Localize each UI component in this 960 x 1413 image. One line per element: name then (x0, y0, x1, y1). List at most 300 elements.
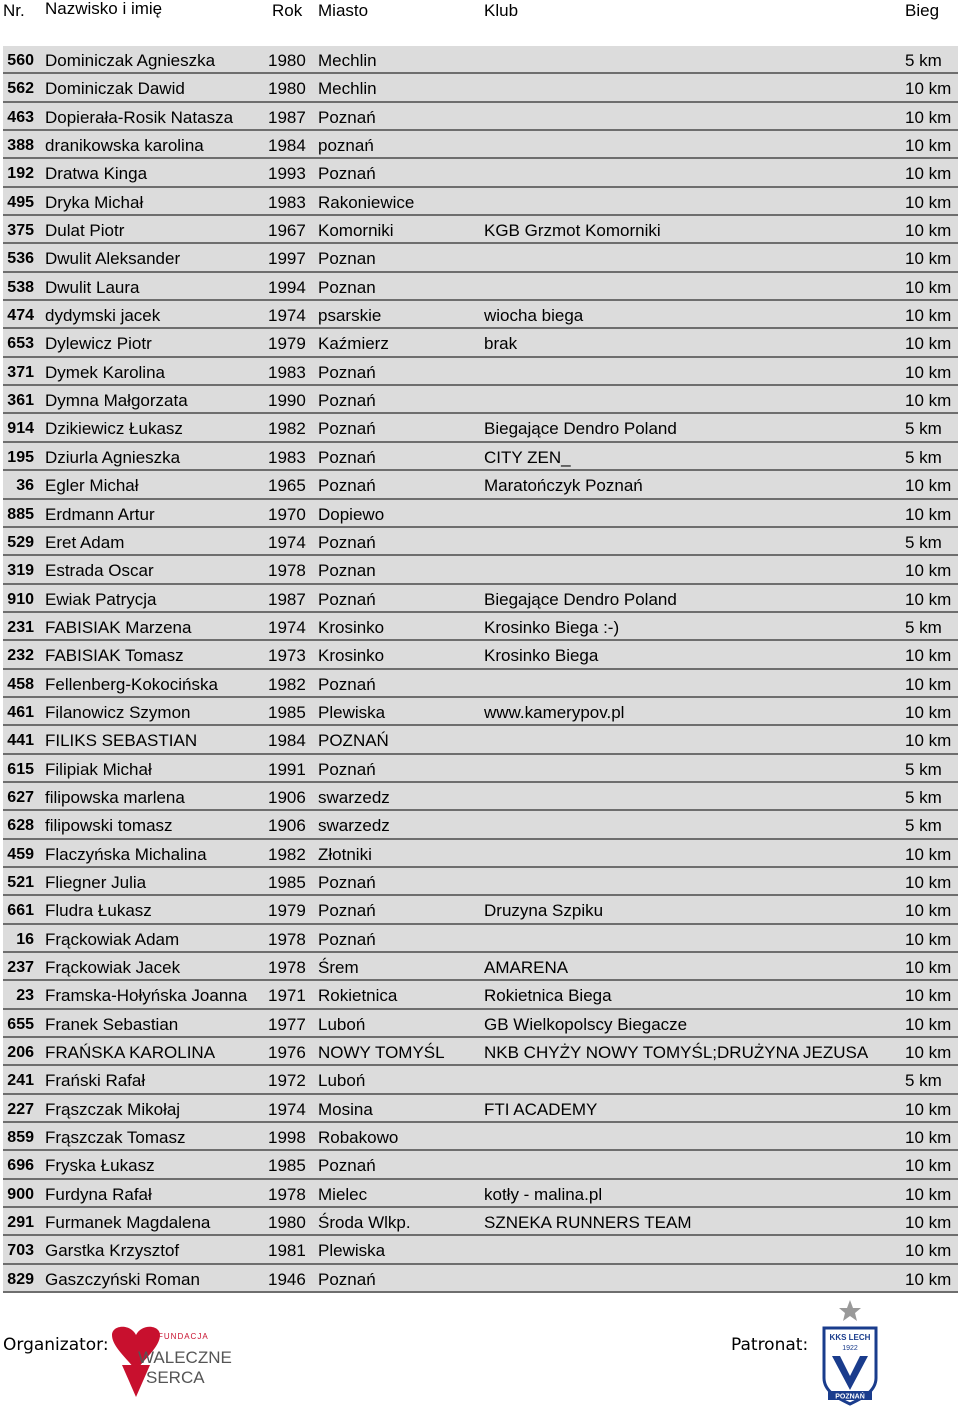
row-miasto: Śrem (318, 958, 359, 977)
table-row (3, 386, 958, 414)
row-bieg: 5 km (905, 617, 942, 637)
table-row (3, 1123, 958, 1151)
row-bieg: 10 km (905, 334, 952, 354)
table-row (3, 131, 958, 159)
table-row (3, 840, 958, 868)
row-miasto: Złotniki (318, 844, 372, 864)
row-rok: 1974 (268, 617, 306, 637)
row-bieg: 10 km (905, 674, 952, 694)
row-nr: 23 (16, 987, 34, 1005)
row-bieg: 10 km (905, 107, 952, 127)
row-miasto: Rokietnica (318, 986, 398, 1006)
row-nr: 195 (7, 448, 34, 466)
table-row (3, 1066, 958, 1094)
table-row (3, 641, 958, 669)
table-row (3, 159, 958, 187)
row-klub: www.kamerypov.pl (484, 702, 625, 722)
row-miasto: Poznan (318, 277, 376, 297)
row-klub: Druzyna Szpiku (484, 901, 604, 921)
row-rok: 1979 (268, 901, 306, 921)
row-nr: 461 (7, 703, 34, 721)
row-rok: 1974 (268, 532, 306, 552)
row-rok: 1982 (268, 844, 306, 864)
row-name: Dryka Michał (45, 192, 144, 212)
organizer-logo-line3: SERCA (146, 1368, 205, 1387)
header-nr: Nr. (3, 1, 25, 20)
row-bieg: 10 km (905, 1043, 952, 1063)
row-bieg: 10 km (905, 929, 952, 949)
organizer-logo-line2: WALECZNE (138, 1348, 232, 1367)
row-nr: 458 (7, 675, 34, 693)
row-nr: 319 (7, 562, 34, 580)
row-nr: 655 (7, 1015, 34, 1033)
row-rok: 1983 (268, 192, 306, 212)
row-name: Dwulit Laura (45, 277, 140, 297)
row-miasto: Poznan (318, 249, 376, 269)
row-nr: 371 (7, 363, 34, 381)
row-nr: 696 (7, 1157, 34, 1175)
row-klub: Rokietnica Biega (484, 986, 612, 1006)
row-bieg: 10 km (905, 1184, 952, 1204)
table-row (3, 1151, 958, 1179)
row-miasto: Kaźmierz (318, 334, 389, 354)
row-rok: 1978 (268, 958, 306, 977)
row-bieg: 10 km (905, 844, 952, 864)
row-nr: 560 (7, 52, 34, 69)
row-miasto: Poznań (318, 901, 376, 921)
row-bieg: 10 km (905, 589, 952, 609)
row-rok: 1984 (268, 136, 306, 156)
row-name: FILIKS SEBASTIAN (45, 731, 198, 751)
row-rok: 1946 (268, 1269, 306, 1289)
row-name: Dymek Karolina (45, 362, 165, 382)
row-nr: 900 (7, 1185, 34, 1203)
row-klub: GB Wielkopolscy Biegacze (484, 1014, 688, 1034)
row-name: FABISIAK Tomasz (45, 646, 184, 666)
row-name: Dopierała-Rosik Natasza (45, 107, 234, 127)
row-name: Dratwa Kinga (45, 164, 148, 184)
row-name: filipowski tomasz (45, 816, 173, 836)
header-bieg: Bieg (905, 1, 940, 20)
row-rok: 1997 (268, 249, 306, 269)
row-miasto: Poznań (318, 532, 376, 552)
row-rok: 1971 (268, 986, 306, 1006)
row-rok: 1906 (268, 787, 306, 807)
row-miasto: Krosinko (318, 617, 385, 637)
table-row (3, 556, 958, 584)
table-row (3, 46, 958, 74)
row-rok: 1967 (268, 221, 306, 241)
row-bieg: 10 km (905, 79, 952, 99)
table-row (3, 414, 958, 442)
table-row (3, 1095, 958, 1123)
row-bieg: 10 km (905, 476, 952, 496)
row-name: Dymna Małgorzata (45, 391, 188, 411)
row-rok: 1983 (268, 447, 306, 467)
row-name: dydymski jacek (45, 306, 161, 326)
row-name: Fryska Łukasz (45, 1156, 155, 1176)
row-nr: 474 (7, 307, 34, 325)
row-nr: 910 (7, 590, 34, 608)
row-nr: 661 (7, 902, 34, 920)
row-name: Erdmann Artur (45, 504, 155, 524)
row-bieg: 5 km (905, 816, 942, 836)
row-bieg: 10 km (905, 221, 952, 241)
table-row (3, 726, 958, 754)
row-bieg: 10 km (905, 731, 952, 751)
table-row (3, 188, 958, 216)
table-row (3, 301, 958, 329)
row-rok: 1985 (268, 1156, 306, 1176)
row-klub: Biegające Dendro Poland (484, 589, 677, 609)
table-row (3, 953, 958, 981)
patron-logo-city: POZNAŃ (835, 1393, 865, 1401)
row-miasto: Dopiewo (318, 504, 385, 524)
table-header (0, 0, 960, 24)
row-bieg: 10 km (905, 277, 952, 297)
row-bieg: 10 km (905, 958, 952, 977)
table-row (3, 585, 958, 613)
row-klub: KGB Grzmot Komorniki (484, 221, 661, 241)
participants-table (3, 46, 958, 1293)
row-nr: 463 (7, 108, 34, 126)
row-rok: 1973 (268, 646, 306, 666)
row-nr: 562 (7, 80, 34, 98)
table-row (3, 528, 958, 556)
row-rok: 1970 (268, 504, 306, 524)
row-nr: 227 (7, 1100, 34, 1118)
row-name: Estrada Oscar (45, 561, 154, 581)
row-nr: 538 (7, 278, 34, 296)
row-name: FRAŃSKA KAROLINA (45, 1043, 216, 1063)
row-bieg: 10 km (905, 249, 952, 269)
row-nr: 237 (7, 959, 34, 976)
row-name: Franek Sebastian (45, 1014, 179, 1034)
row-rok: 1980 (268, 1213, 306, 1233)
row-miasto: Luboń (318, 1014, 366, 1034)
row-nr: 536 (7, 250, 34, 268)
row-miasto: Poznań (318, 1156, 376, 1176)
row-bieg: 10 km (905, 1014, 952, 1034)
row-miasto: Mechlin (318, 51, 377, 70)
row-name: Dzikiewicz Łukasz (45, 419, 183, 439)
row-nr: 232 (7, 647, 34, 665)
row-bieg: 10 km (905, 561, 952, 581)
row-rok: 1985 (268, 872, 306, 892)
patron-logo (818, 1298, 882, 1406)
organizer-logo-line1: FUNDACJA (158, 1332, 209, 1341)
row-miasto: Poznań (318, 107, 376, 127)
row-miasto: Poznań (318, 929, 376, 949)
row-klub: wiocha biega (484, 306, 584, 326)
row-name: Ewiak Patrycja (45, 589, 157, 609)
row-bieg: 10 km (905, 504, 952, 524)
row-nr: 529 (7, 533, 34, 551)
row-rok: 1982 (268, 674, 306, 694)
row-rok: 1972 (268, 1071, 306, 1091)
row-klub: AMARENA (484, 958, 569, 977)
table-row (3, 981, 958, 1009)
row-nr: 16 (16, 930, 34, 948)
table-row (3, 244, 958, 272)
row-rok: 1978 (268, 1184, 306, 1204)
row-miasto: swarzedz (318, 787, 390, 807)
row-name: Dominiczak Agnieszka (45, 51, 216, 70)
row-miasto: Mosina (318, 1099, 373, 1119)
row-klub: NKB CHYŻY NOWY TOMYŚL;DRUŻYNA JEZUSA (484, 1043, 869, 1063)
row-rok: 1983 (268, 362, 306, 382)
row-bieg: 10 km (905, 136, 952, 156)
row-nr: 914 (7, 420, 34, 438)
row-miasto: Poznań (318, 1269, 376, 1289)
row-klub: Krosinko Biega (484, 646, 599, 666)
row-nr: 291 (7, 1214, 34, 1232)
row-miasto: Luboń (318, 1071, 366, 1091)
row-name: Fliegner Julia (45, 872, 147, 892)
row-rok: 1980 (268, 51, 306, 70)
row-rok: 1974 (268, 306, 306, 326)
row-klub: Biegające Dendro Poland (484, 419, 677, 439)
table-row (3, 925, 958, 953)
row-klub: CITY ZEN_ (484, 447, 571, 467)
row-bieg: 10 km (905, 1099, 952, 1119)
row-miasto: Mielec (318, 1184, 368, 1204)
row-nr: 375 (7, 222, 34, 240)
row-bieg: 5 km (905, 419, 942, 439)
row-miasto: Robakowo (318, 1128, 399, 1148)
table-row (3, 755, 958, 783)
patron-label: Patronat: (731, 1335, 809, 1355)
row-klub: kotły - malina.pl (484, 1184, 603, 1204)
header-name: Nazwisko i imię (45, 0, 163, 18)
row-rok: 1987 (268, 107, 306, 127)
row-miasto: Poznań (318, 759, 376, 779)
row-nr: 241 (7, 1072, 34, 1090)
row-name: Dwulit Aleksander (45, 249, 181, 269)
row-rok: 1977 (268, 1014, 306, 1034)
row-miasto: Komorniki (318, 221, 394, 241)
row-miasto: swarzedz (318, 816, 390, 836)
header-miasto: Miasto (318, 1, 369, 20)
row-bieg: 10 km (905, 306, 952, 326)
row-rok: 1993 (268, 164, 306, 184)
row-bieg: 5 km (905, 532, 942, 552)
table-row (3, 216, 958, 244)
row-bieg: 5 km (905, 447, 942, 467)
row-bieg: 10 km (905, 1128, 952, 1148)
row-nr: 36 (16, 477, 34, 495)
row-rok: 1985 (268, 702, 306, 722)
table-row (3, 1180, 958, 1208)
row-klub: Krosinko Biega :-) (484, 617, 620, 637)
row-nr: 653 (7, 335, 34, 353)
row-rok: 1980 (268, 79, 306, 99)
row-bieg: 5 km (905, 759, 942, 779)
row-bieg: 10 km (905, 1241, 952, 1261)
row-rok: 1981 (268, 1241, 306, 1261)
row-nr: 495 (7, 193, 34, 211)
patron-logo-top: KKS LECH (829, 1333, 871, 1342)
row-rok: 1979 (268, 334, 306, 354)
row-miasto: Poznan (318, 561, 376, 581)
row-klub: brak (484, 334, 518, 354)
row-miasto: Poznań (318, 164, 376, 184)
row-name: Fludra Łukasz (45, 901, 152, 921)
row-name: Eret Adam (45, 532, 125, 552)
row-name: Filanowicz Szymon (45, 702, 191, 722)
row-bieg: 10 km (905, 192, 952, 212)
row-rok: 1987 (268, 589, 306, 609)
row-nr: 206 (7, 1044, 34, 1062)
row-nr: 441 (7, 732, 34, 750)
row-name: Furdyna Rafał (45, 1184, 152, 1204)
row-klub: SZNEKA RUNNERS TEAM (484, 1213, 692, 1233)
patron-logo-year: 1922 (842, 1345, 858, 1352)
row-nr: 231 (7, 618, 34, 636)
table-row (3, 273, 958, 301)
row-miasto: poznań (318, 136, 374, 156)
table-row (3, 103, 958, 131)
lech-crest-icon (818, 1298, 882, 1406)
row-name: Furmanek Magdalena (45, 1213, 211, 1233)
table-row (3, 670, 958, 698)
row-name: FABISIAK Marzena (45, 617, 192, 637)
row-miasto: Plewiska (318, 1241, 386, 1261)
table-row (3, 329, 958, 357)
table-row (3, 783, 958, 811)
row-bieg: 5 km (905, 787, 942, 807)
row-nr: 627 (7, 788, 34, 806)
row-miasto: Poznań (318, 362, 376, 382)
row-klub: FTI ACADEMY (484, 1099, 598, 1119)
row-name: Frąszczak Mikołaj (45, 1099, 181, 1119)
row-bieg: 10 km (905, 1156, 952, 1176)
row-nr: 628 (7, 817, 34, 835)
row-nr: 615 (7, 760, 34, 778)
table-row (3, 1038, 958, 1066)
row-name: filipowska marlena (45, 787, 185, 807)
organizer-label: Organizator: (3, 1335, 109, 1355)
row-miasto: Poznań (318, 391, 376, 411)
row-name: Garstka Krzysztof (45, 1241, 180, 1261)
row-rok: 1974 (268, 1099, 306, 1119)
table-row (3, 500, 958, 528)
row-miasto: POZNAŃ (318, 731, 389, 751)
row-miasto: Plewiska (318, 702, 386, 722)
row-miasto: Poznań (318, 447, 376, 467)
row-name: Frąckowiak Adam (45, 929, 180, 949)
row-bieg: 10 km (905, 702, 952, 722)
row-bieg: 10 km (905, 646, 952, 666)
row-bieg: 10 km (905, 872, 952, 892)
row-miasto: NOWY TOMYŚL (318, 1043, 445, 1063)
row-name: Gaszczyński Roman (45, 1269, 200, 1289)
row-rok: 1976 (268, 1043, 306, 1063)
row-name: Frąckowiak Jacek (45, 958, 181, 977)
row-bieg: 10 km (905, 986, 952, 1006)
row-name: Egler Michał (45, 476, 139, 496)
row-nr: 388 (7, 137, 34, 155)
row-nr: 703 (7, 1242, 34, 1260)
table-row (3, 1208, 958, 1236)
row-bieg: 10 km (905, 901, 952, 921)
row-name: Dulat Piotr (45, 221, 125, 241)
row-bieg: 10 km (905, 391, 952, 411)
row-nr: 361 (7, 392, 34, 410)
row-nr: 192 (7, 165, 34, 183)
row-miasto: psarskie (318, 306, 382, 326)
row-name: Fellenberg-Kokocińska (45, 674, 218, 694)
row-nr: 459 (7, 845, 34, 863)
row-nr: 521 (7, 873, 34, 891)
row-rok: 1991 (268, 759, 306, 779)
row-rok: 1982 (268, 419, 306, 439)
row-nr: 859 (7, 1129, 34, 1147)
row-bieg: 10 km (905, 1269, 952, 1289)
row-name: Frąszczak Tomasz (45, 1128, 186, 1148)
row-name: Dylewicz Piotr (45, 334, 152, 354)
row-miasto: Poznań (318, 419, 376, 439)
organizer-logo (108, 1325, 232, 1400)
row-bieg: 10 km (905, 362, 952, 382)
row-rok: 1906 (268, 816, 306, 836)
row-rok: 1965 (268, 476, 306, 496)
row-name: Frański Rafał (45, 1071, 146, 1091)
table-row (3, 868, 958, 896)
row-bieg: 5 km (905, 51, 942, 70)
row-bieg: 10 km (905, 164, 952, 184)
header-rok: Rok (272, 1, 303, 20)
table-row (3, 613, 958, 641)
row-miasto: Poznań (318, 872, 376, 892)
row-miasto: Poznań (318, 476, 376, 496)
table-row (3, 471, 958, 499)
row-name: Dominiczak Dawid (45, 79, 185, 99)
row-klub: Maratończyk Poznań (484, 476, 643, 496)
header-klub: Klub (484, 1, 519, 20)
table-row (3, 1236, 958, 1264)
row-rok: 1998 (268, 1128, 306, 1148)
row-rok: 1978 (268, 929, 306, 949)
table-row (3, 1265, 958, 1293)
table-row (3, 811, 958, 839)
row-miasto: Krosinko (318, 646, 385, 666)
row-miasto: Rakoniewice (318, 192, 415, 212)
row-bieg: 5 km (905, 1071, 942, 1091)
table-row (3, 74, 958, 102)
row-rok: 1990 (268, 391, 306, 411)
row-name: dranikowska karolina (45, 136, 204, 156)
row-nr: 885 (7, 505, 34, 523)
table-row (3, 698, 958, 726)
row-name: Filipiak Michał (45, 759, 152, 779)
row-miasto: Poznań (318, 589, 376, 609)
row-miasto: Mechlin (318, 79, 377, 99)
row-miasto: Środa Wlkp. (318, 1213, 411, 1233)
row-rok: 1984 (268, 731, 306, 751)
heart-logo-icon (108, 1325, 232, 1400)
table-row (3, 1010, 958, 1038)
row-rok: 1978 (268, 561, 306, 581)
row-name: Flaczyńska Michalina (45, 844, 207, 864)
row-nr: 829 (7, 1270, 34, 1288)
row-rok: 1994 (268, 277, 306, 297)
table-row (3, 896, 958, 924)
table-row (3, 443, 958, 471)
table-row (3, 358, 958, 386)
row-miasto: Poznań (318, 674, 376, 694)
row-name: Framska-Hołyńska Joanna (45, 986, 248, 1006)
